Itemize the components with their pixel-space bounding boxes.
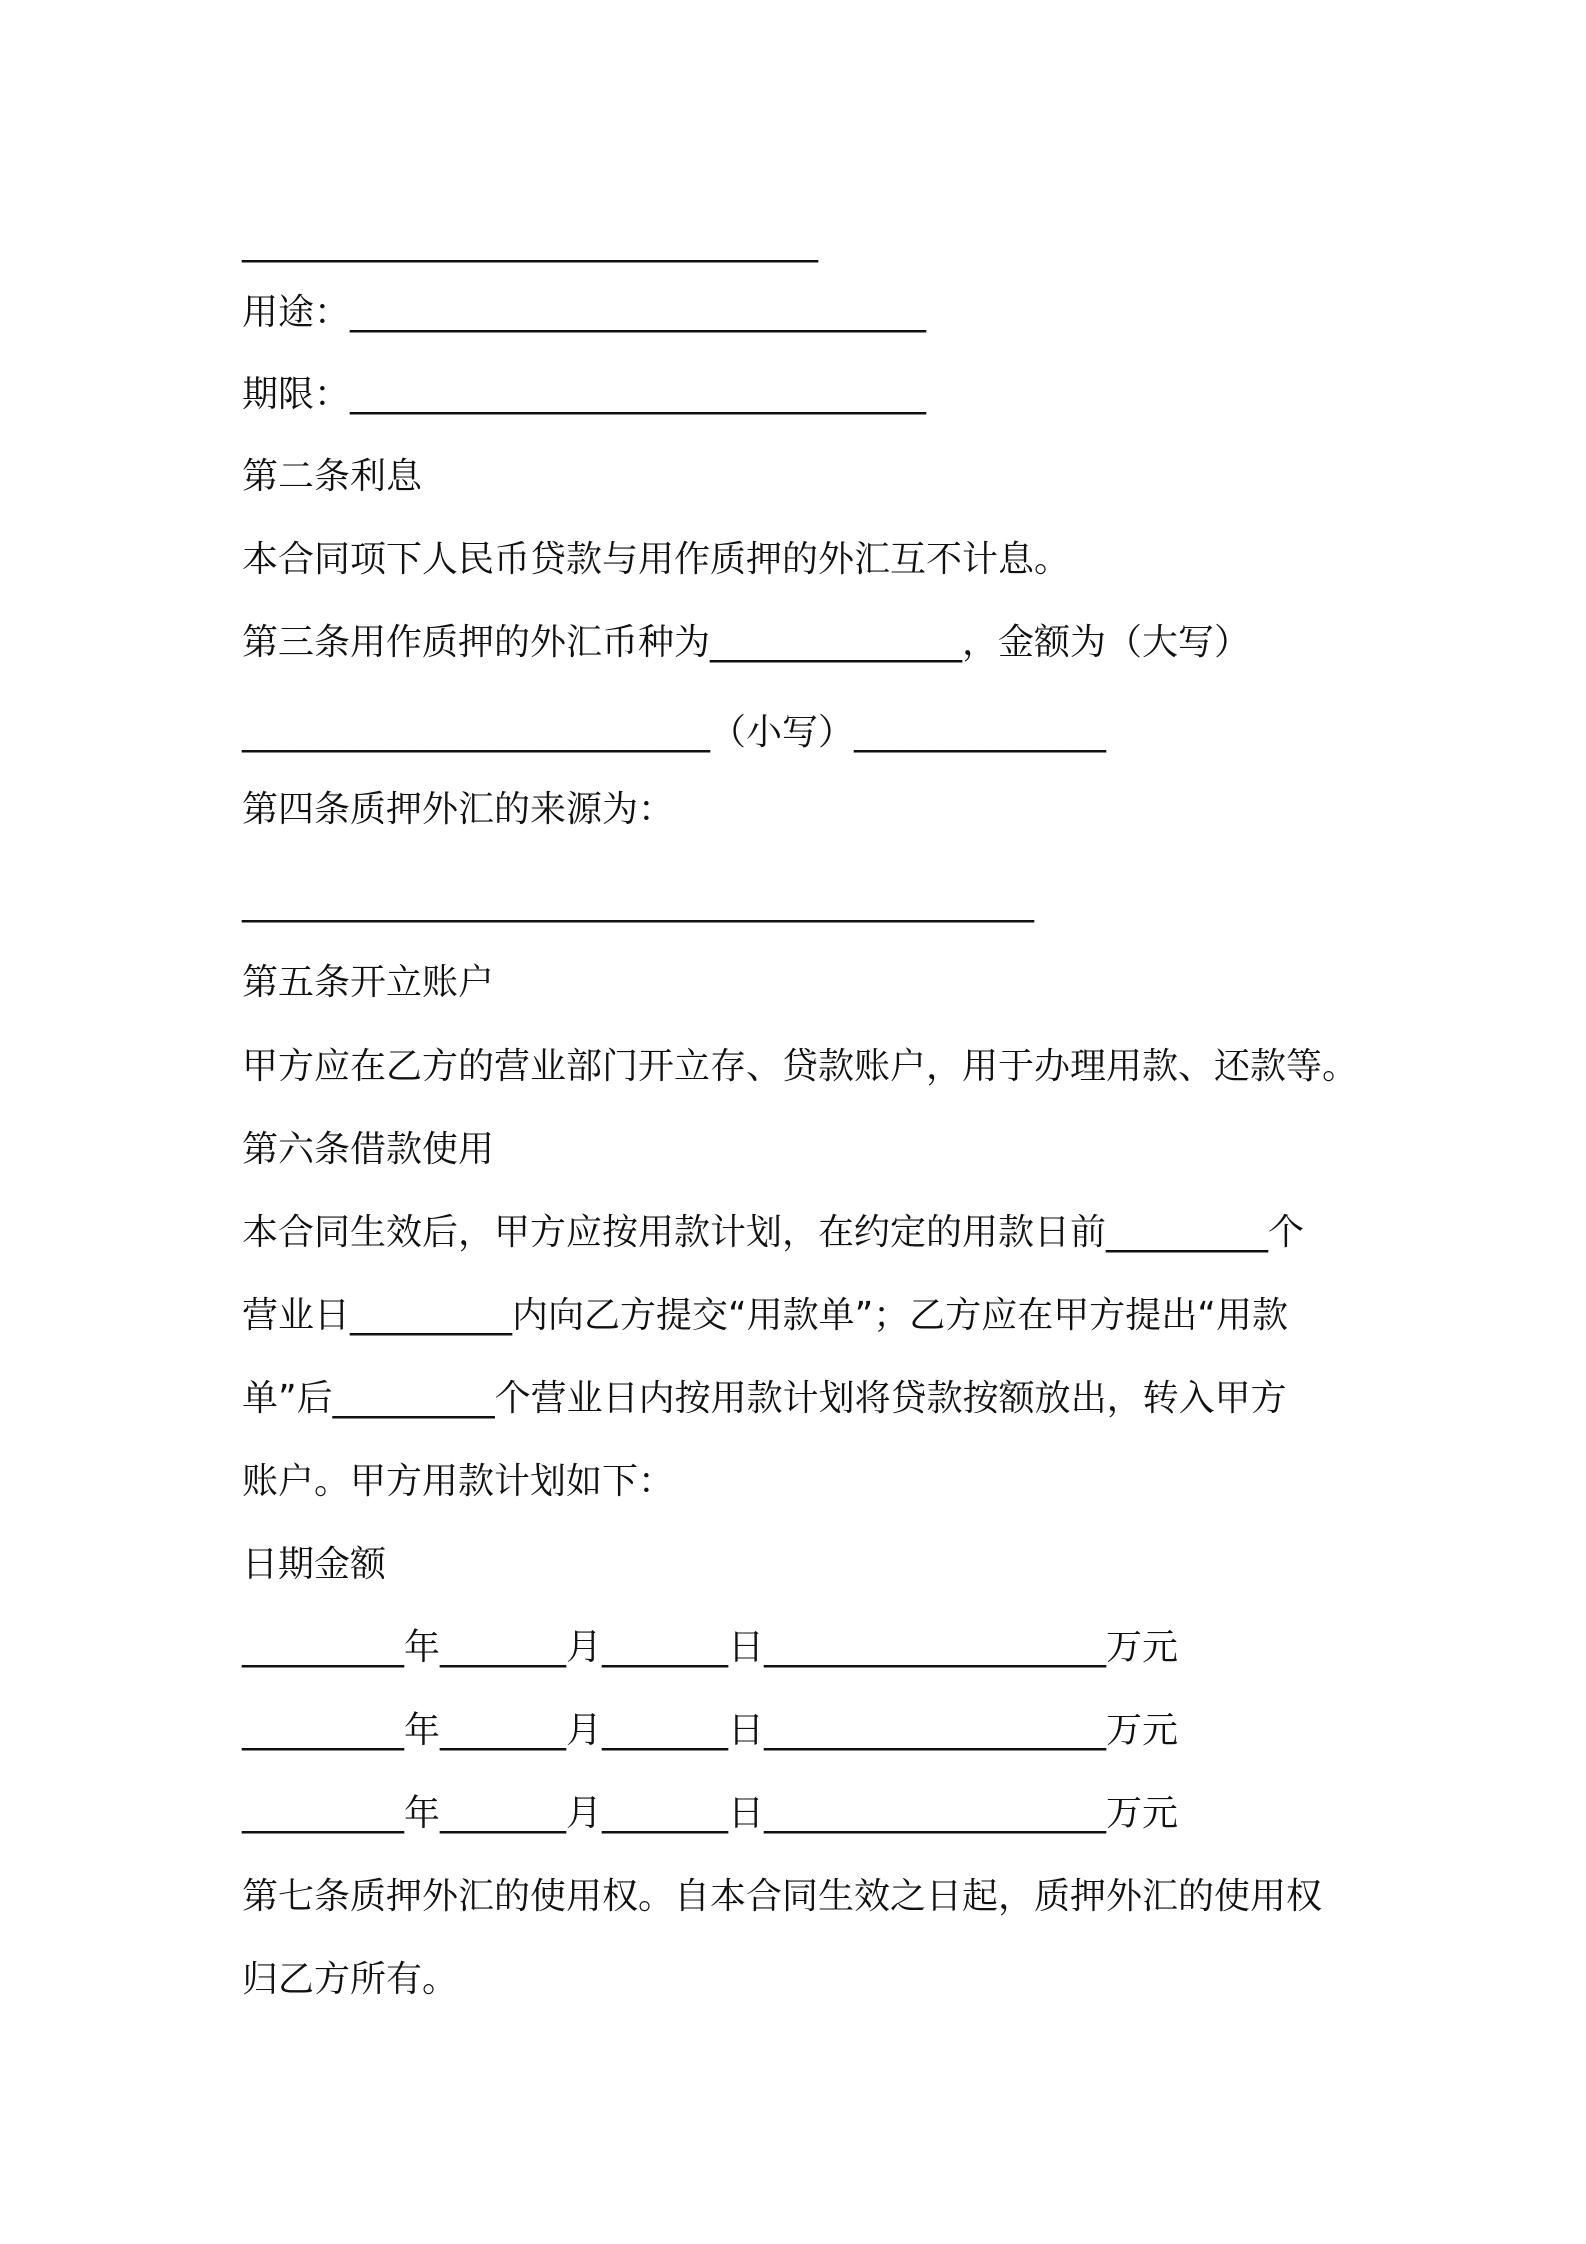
schedule-row-2: _________年_______月_______日___________________万元 [242, 1710, 1178, 1751]
article-5-body: 甲方应在乙方的营业部门开立存、贷款账户，用于办理用款、还款等。 [242, 1046, 1359, 1087]
article-5-heading: 第五条开立账户 [242, 962, 495, 1003]
article-6-line-4: 账户。甲方用款计划如下： [242, 1461, 675, 1502]
article-3-line-2: __________________________（小写）______________ [242, 712, 1107, 753]
term-line: 期限：________________________________ [242, 374, 927, 415]
article-2-body: 本合同项下人民币贷款与用作质押的外汇互不计息。 [242, 539, 1071, 580]
article-6-line-3: 单”后_________个营业日内按用款计划将贷款按额放出，转入甲方 [242, 1378, 1287, 1419]
schedule-row-3: _________年_______月_______日___________________万元 [242, 1793, 1178, 1834]
article-6-heading: 第六条借款使用 [242, 1129, 495, 1170]
purpose-line: 用途：________________________________ [242, 292, 927, 333]
blank-line-continuation: ________________________________ [242, 222, 818, 263]
article-7-line-1: 第七条质押外汇的使用权。自本合同生效之日起，质押外汇的使用权 [242, 1876, 1323, 1917]
article-4-blank-line: ____________________________________________ [242, 882, 1034, 923]
article-7-line-2: 归乙方所有。 [242, 1959, 459, 2000]
article-6-line-1: 本合同生效后，甲方应按用款计划，在约定的用款日前_________个 [242, 1212, 1305, 1253]
article-3-line-1: 第三条用作质押的外汇币种为______________，金额为（大写） [242, 622, 1251, 663]
article-6-line-2: 营业日_________内向乙方提交“用款单”；乙方应在甲方提出“用款 [242, 1295, 1288, 1336]
article-2-heading: 第二条利息 [242, 456, 423, 497]
article-4-heading: 第四条质押外汇的来源为： [242, 789, 675, 830]
schedule-header: 日期金额 [242, 1544, 387, 1585]
schedule-row-1: _________年_______月_______日___________________万元 [242, 1627, 1178, 1668]
